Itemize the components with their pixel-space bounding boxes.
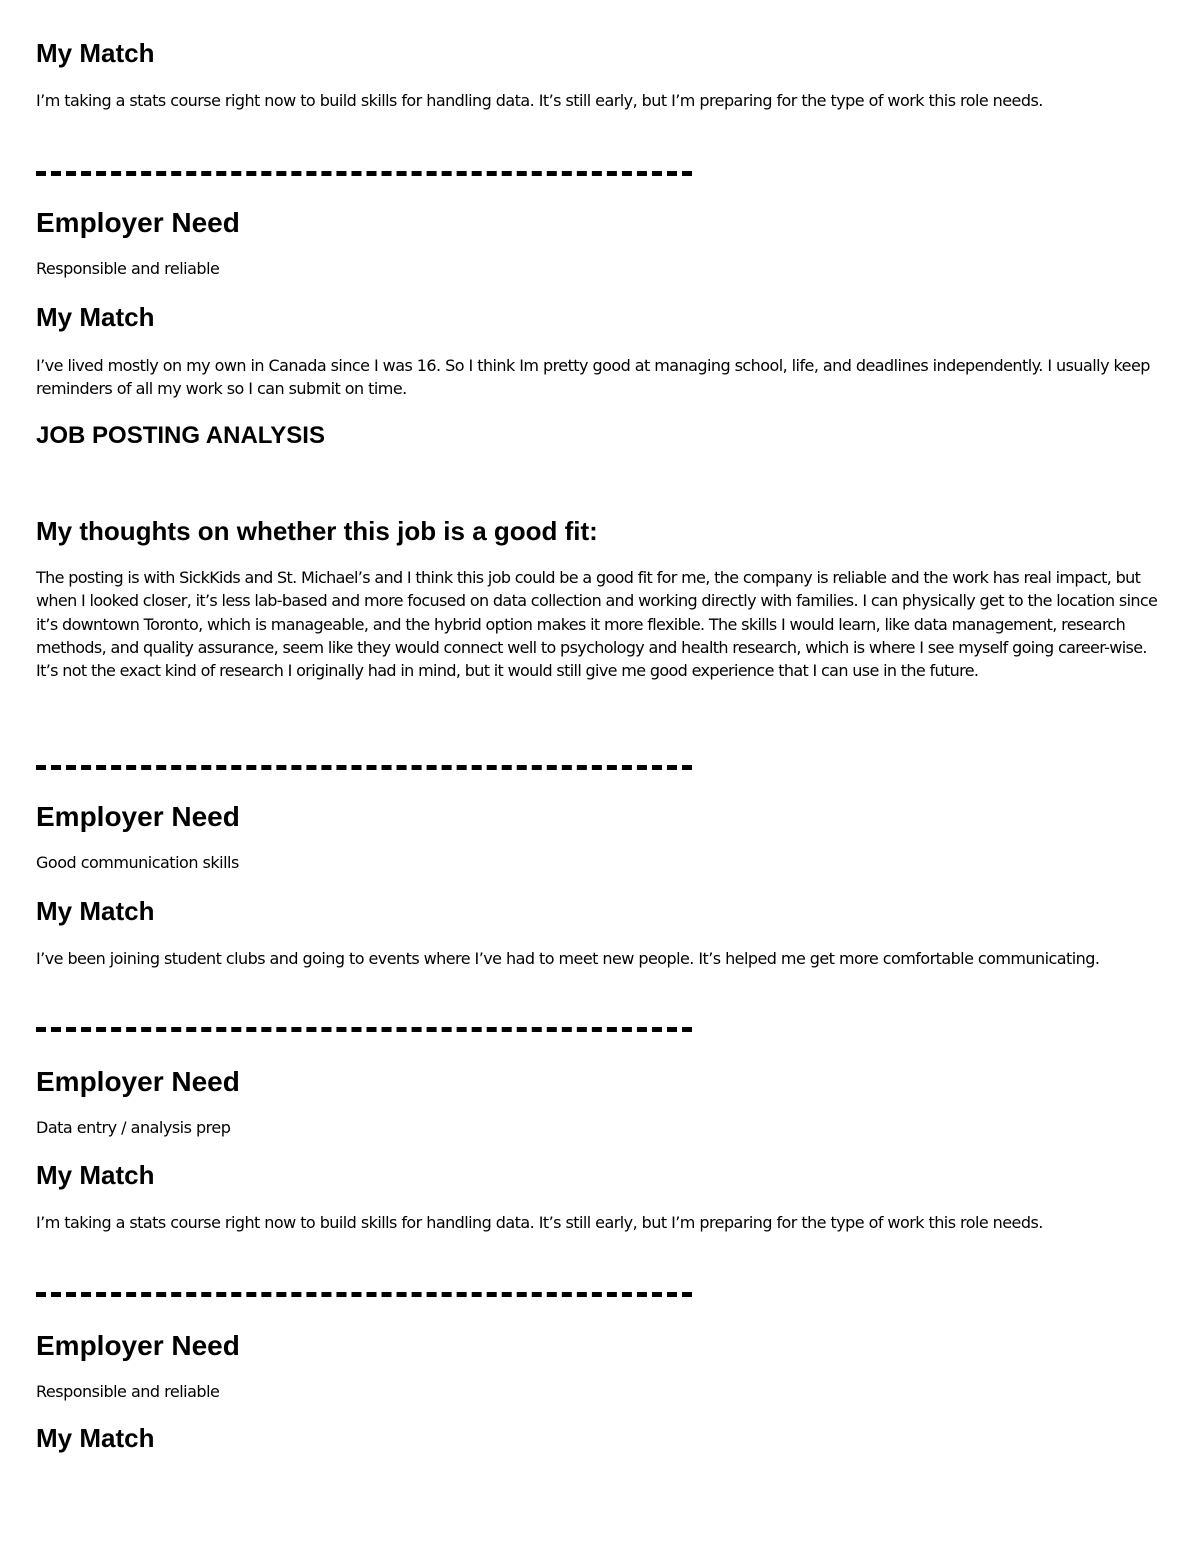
my-match-heading: My Match: [36, 302, 155, 332]
employer-need-heading: Employer Need: [36, 207, 240, 238]
employer-need-heading: Employer Need: [36, 1066, 240, 1097]
employer-need-text: Responsible and reliable: [36, 1382, 220, 1401]
thoughts-heading: My thoughts on whether this job is a good fit:: [36, 516, 598, 546]
my-match-text: I’ve lived mostly on my own in Canada since I was 16. So I think Im pretty good at managing school, life, and deadlines independently. I usually keep reminders of all my work so I can submit on time.: [36, 356, 1150, 399]
section-divider: [36, 171, 692, 176]
my-match-heading: My Match: [36, 38, 155, 68]
section-divider: [36, 1027, 692, 1032]
my-match-heading: My Match: [36, 1160, 155, 1190]
section-divider: [36, 765, 692, 770]
employer-need-heading: Employer Need: [36, 1330, 240, 1361]
employer-need-heading: Employer Need: [36, 801, 240, 832]
thoughts-text: The posting is with SickKids and St. Michael’s and I think this job could be a good fit for me, the company is reliable and the work has real impact, but when I looked closer, it’s less lab-based and more focused on data collection and working directly with families. I can physically get to the location since it’s downtown Toronto, which is manageable, and the hybrid option makes it more flexible. The skills I would learn, like data management, research methods, and quality assurance, seem like they would connect well to psychology and health research, which is where I see myself going career-wise. It’s not the exact kind of research I originally had in mind, but it would still give me good experience that I can use in the future.: [36, 568, 1158, 681]
employer-need-text: Good communication skills: [36, 853, 239, 872]
my-match-heading: My Match: [36, 1423, 155, 1453]
employer-need-text: Data entry / analysis prep: [36, 1118, 231, 1137]
my-match-text: I’m taking a stats course right now to build skills for handling data. It’s still early, but I’m preparing for the type of work this role needs.: [36, 91, 1043, 110]
section-divider: [36, 1292, 692, 1297]
my-match-text: I’m taking a stats course right now to build skills for handling data. It’s still early, but I’m preparing for the type of work this role needs.: [36, 1213, 1043, 1232]
my-match-text: I’ve been joining student clubs and going to events where I’ve had to meet new people. It’s helped me get more comfortable communicating.: [36, 949, 1100, 968]
my-match-heading: My Match: [36, 896, 155, 926]
section-title: JOB POSTING ANALYSIS: [36, 422, 325, 449]
employer-need-text: Responsible and reliable: [36, 259, 220, 278]
